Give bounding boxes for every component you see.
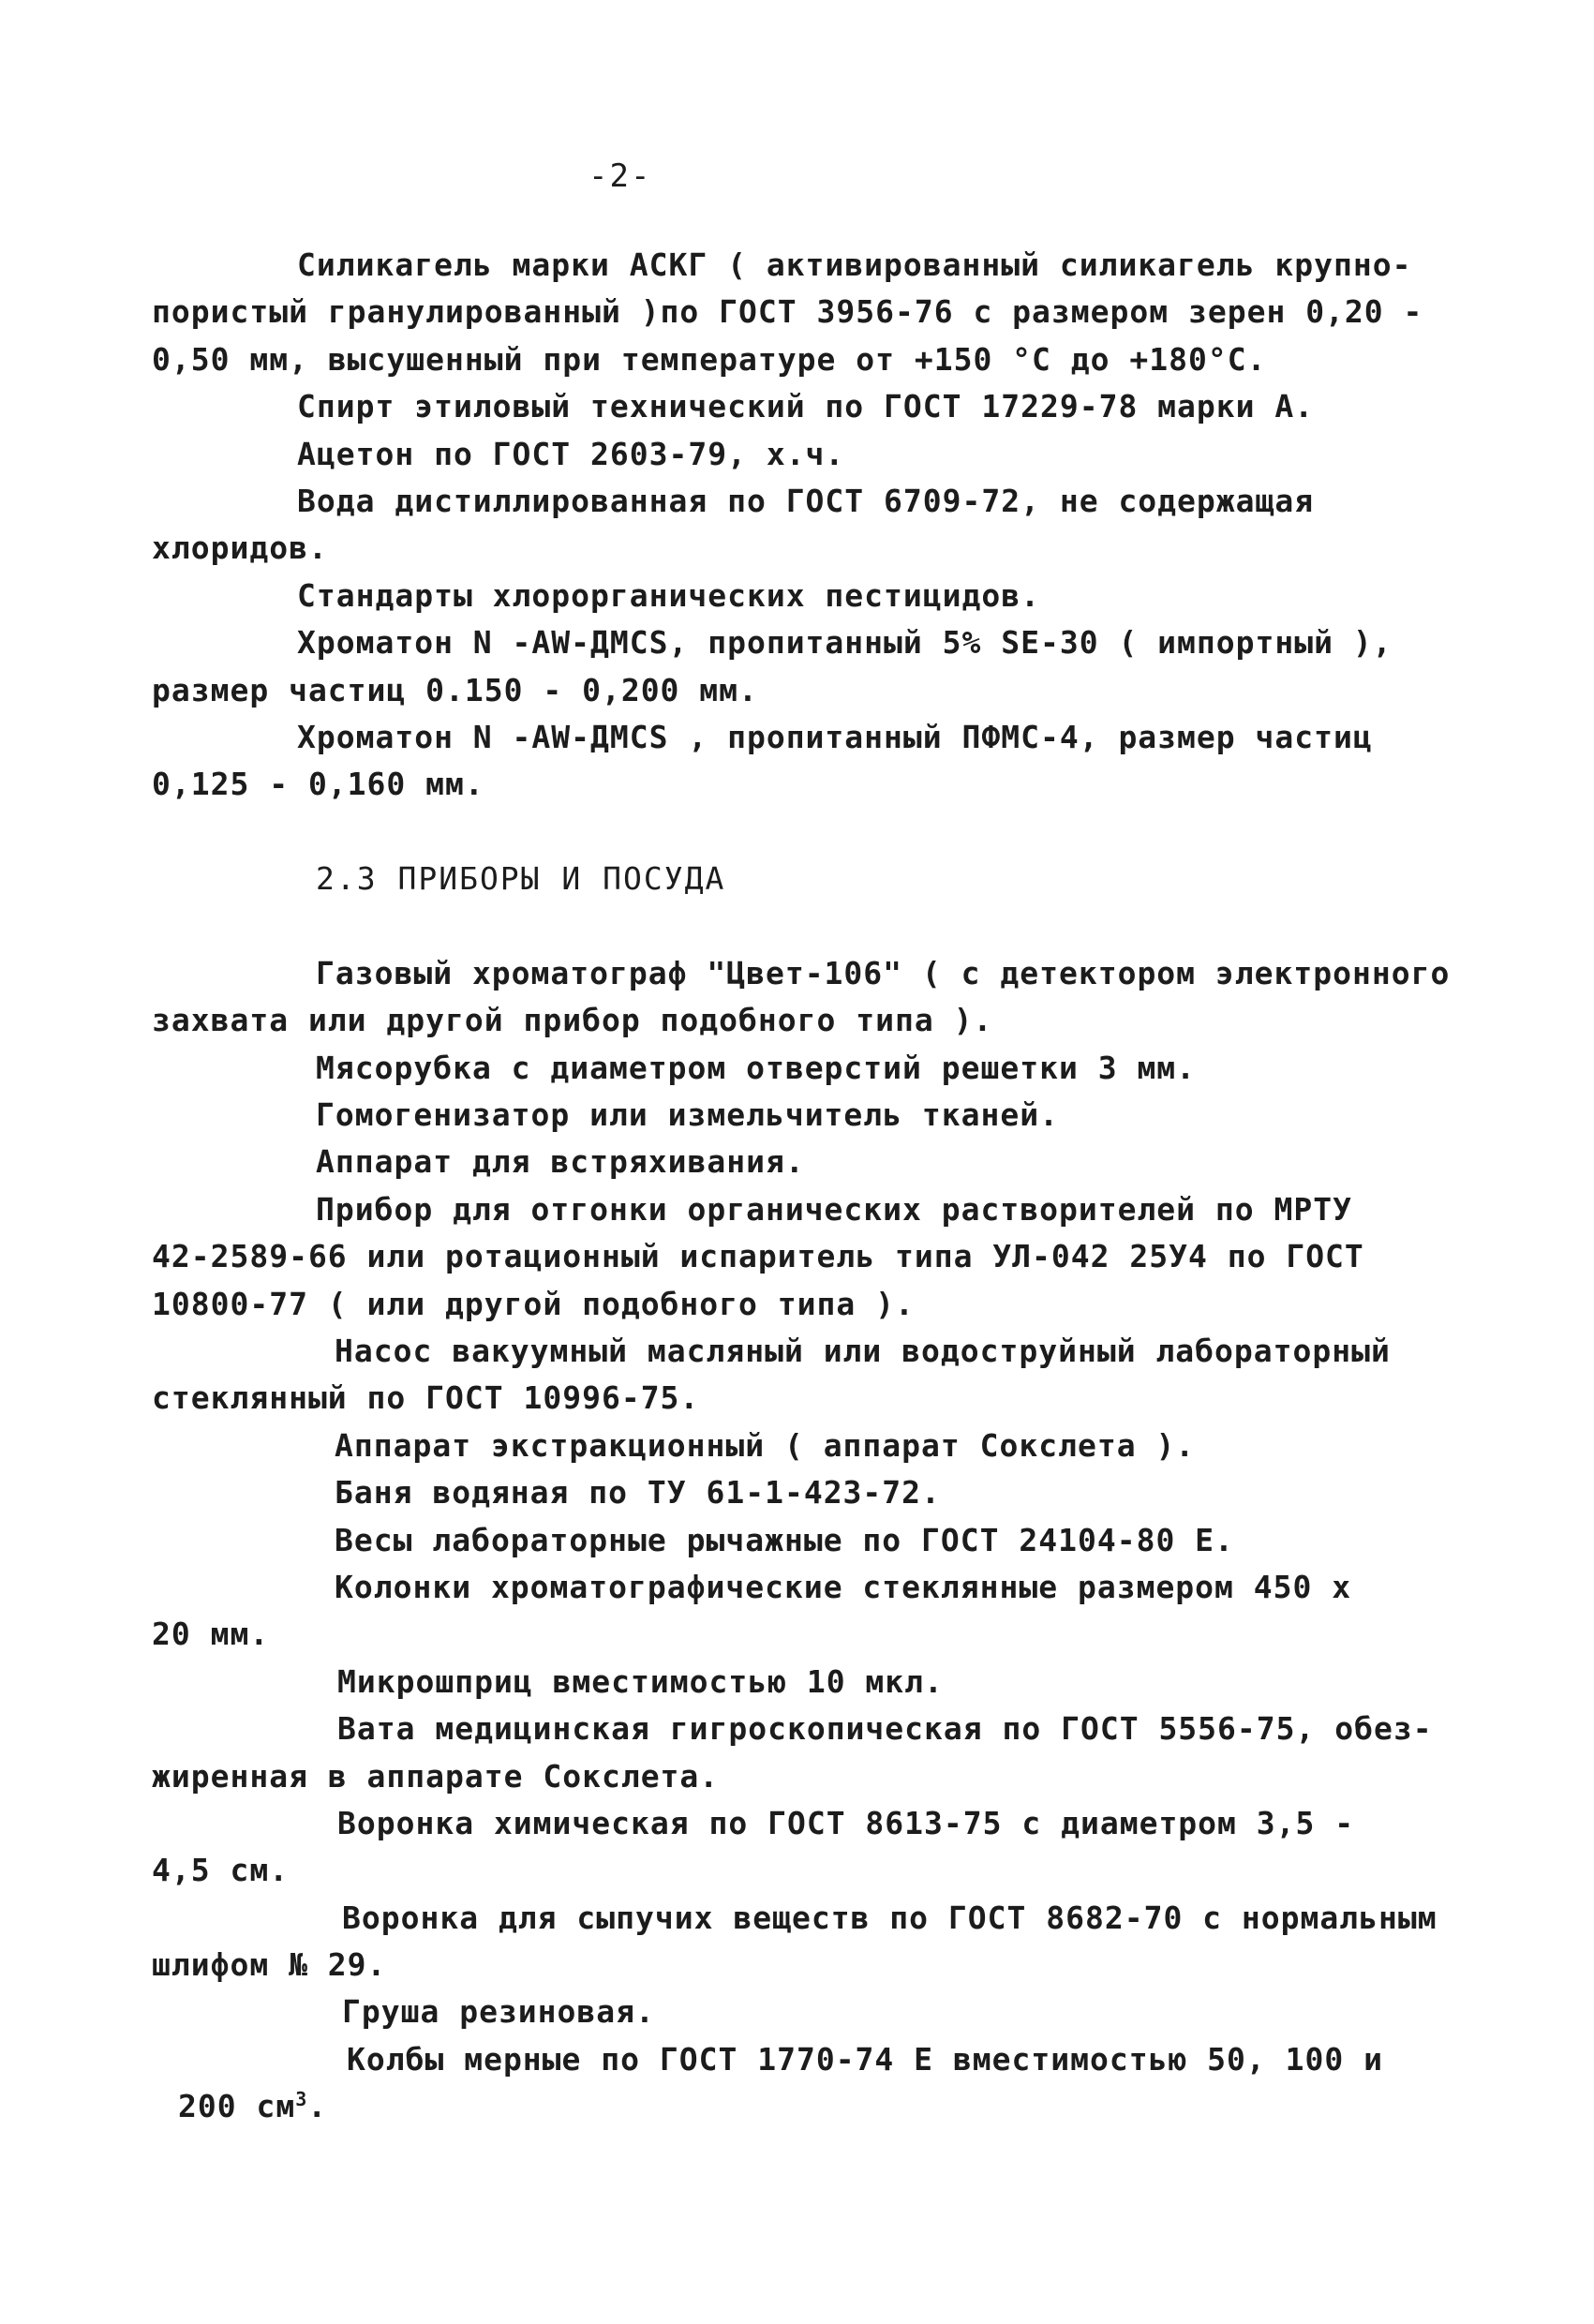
text-line: Колонки хроматографические стеклянные размером 450 х	[335, 1568, 1352, 1605]
text-line: хлоридов.	[152, 529, 328, 567]
text-line: Ацетон по ГОСТ 2603-79, х.ч.	[297, 435, 845, 472]
text-line: Груша резиновая.	[342, 1993, 655, 2031]
text-line: Воронка химическая по ГОСТ 8613-75 с диаметром 3,5 -	[337, 1804, 1355, 1841]
text-line: 20 мм.	[152, 1616, 270, 1653]
text-line: Мясорубка с диаметром отверстий решетки 3 мм.	[316, 1049, 1197, 1086]
text-line: Прибор для отгонки органических растворителей по МРТУ	[316, 1190, 1352, 1228]
text-line: Хроматон N -AW-ДМCS, пропитанный 5% SE-30 ( импортный ),	[297, 624, 1393, 662]
text-line: Газовый хроматограф "Цвет-106" ( с детектором электронного	[316, 954, 1451, 991]
text-line: стеклянный по ГОСТ 10996-75.	[152, 1379, 700, 1417]
superscript-3: 3	[295, 2088, 308, 2111]
text-line: Аппарат экстракционный ( аппарат Сокслета ).	[335, 1426, 1196, 1464]
text-line: Спирт этиловый технический по ГОСТ 17229-78 марки А.	[297, 388, 1315, 425]
text-line: Аппарат для встряхивания.	[316, 1143, 805, 1181]
text-line: жиренная в аппарате Сокслета.	[152, 1757, 720, 1795]
text-line: Воронка для сыпучих веществ по ГОСТ 8682-70 с нормальным	[342, 1899, 1438, 1936]
text-line: 10800-77 ( или другой подобного типа ).	[152, 1285, 915, 1322]
text-line: Вата медицинская гигроскопическая по ГОСТ 5556-75, обез-	[337, 1710, 1433, 1748]
text-line: 0,125 - 0,160 мм.	[152, 766, 484, 803]
blank-line	[152, 809, 1445, 856]
text-line: размер частиц 0.150 - 0,200 мм.	[152, 671, 758, 708]
text-line: 42-2589-66 или ротационный испаритель типа УЛ-042 25У4 по ГОСТ	[152, 1238, 1364, 1275]
text-line: Силикагель марки АСКГ ( активированный силикагель крупно-	[297, 246, 1412, 283]
text-line: пористый гранулированный )по ГОСТ 3956-76 с размером зерен 0,20 -	[152, 293, 1423, 331]
text-line-main: 200 см	[178, 2088, 296, 2125]
text-line: Вода дистиллированная по ГОСТ 6709-72, не содержащая	[297, 482, 1315, 519]
text-line	[152, 2083, 1445, 2130]
document-body	[152, 242, 1451, 2131]
text-line: Микрошприц вместимостью 10 мкл.	[337, 1662, 944, 1700]
text-line: Насос вакуумный масляный или водоструйный лабораторный	[335, 1332, 1391, 1369]
text-line: 4,5 см.	[152, 1852, 290, 1889]
text-line: Колбы мерные по ГОСТ 1770-74 Е вместимостью 50, 100 и	[347, 2040, 1383, 2078]
text-line: шлифом № 29.	[152, 1946, 387, 1984]
blank-line	[152, 902, 1445, 949]
text-line: Гомогенизатор или измельчитель тканей.	[316, 1096, 1059, 1134]
text-line: Баня водяная по ТУ 61-1-423-72.	[335, 1474, 941, 1512]
text-line: Весы лабораторные рычажные по ГОСТ 24104-80 Е.	[335, 1521, 1234, 1558]
text-line: Стандарты хлорорганических пестицидов.	[297, 576, 1040, 614]
text-line: Хроматон N -AW-ДМCS , пропитанный ПФМС-4, размер частиц	[297, 718, 1373, 755]
text-line: 0,50 мм, высушенный при температуре от +150 °С до +180°С.	[152, 340, 1267, 378]
text-line: захвата или другой прибор подобного типа ).	[152, 1002, 993, 1039]
final-period: .	[307, 2088, 328, 2125]
section-heading: 2.3 ПРИБОРЫ И ПОСУДА	[316, 860, 726, 898]
page-number: -2-	[588, 157, 652, 195]
